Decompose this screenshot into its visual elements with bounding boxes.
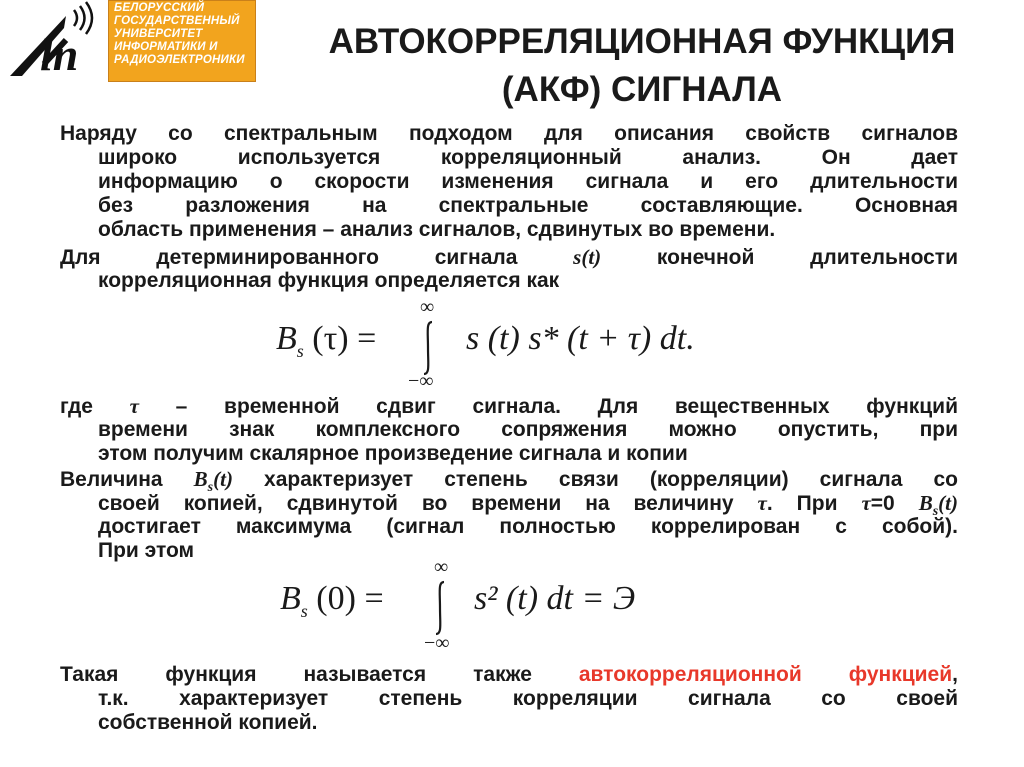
text-line [60, 467, 958, 496]
text-line: т.к. характеризует степень корреляции сигнала со своей [98, 687, 958, 710]
text-fragment: =0 [870, 492, 895, 515]
formula-argument: (0) = [316, 580, 384, 617]
formula-symbol: B [276, 320, 297, 357]
integral-sign-icon [418, 318, 438, 378]
text-fragment: Для детерминированного сигнала [60, 246, 518, 269]
text-line [60, 663, 958, 687]
university-logo [4, 0, 254, 82]
logo-line: УНИВЕРСИТЕТ [114, 28, 203, 40]
logo-mark-icon [4, 0, 114, 82]
text-line: собственной копией. [98, 711, 318, 734]
integral-upper-limit: ∞ [434, 556, 449, 578]
text-line: корреляционная функция определяется как [98, 269, 560, 292]
text-line: информацию о скорости изменения сигнала и его длительности [98, 170, 958, 193]
bs-symbol: $B_s(t)$ [193, 467, 233, 496]
text-fragment: конечной длительности [656, 246, 958, 269]
text-fragment: характеризует степень связи (корреляции) сигнала со [264, 468, 958, 491]
text-line: При этом [98, 539, 195, 562]
text-line: без разложения на спектральные составляющие. Основная [98, 194, 958, 217]
signal-symbol: s(t) [573, 245, 602, 269]
text-line: область применения – анализ сигналов, сдвинутых во времени. [98, 218, 776, 241]
text-fragment: Величина [60, 468, 163, 491]
text-fragment: . При [766, 492, 838, 515]
formula-argument: (τ) = [312, 320, 377, 357]
title-line-1: АВТОКОРРЕЛЯЦИОННАЯ ФУНКЦИЯ [328, 22, 956, 61]
tau-symbol: τ [861, 491, 871, 515]
logo-line: ИНФОРМАТИКИ И [114, 41, 218, 53]
text-fragment: Такая функция называется также [60, 663, 532, 686]
text-line: Наряду со спектральным подходом для описания свойств сигналов [60, 122, 958, 145]
paragraph-conclusion [60, 663, 958, 735]
text-fragment: , [952, 663, 958, 686]
bs-symbol: $B_s(t)$ [918, 491, 958, 520]
tau-symbol: τ [129, 394, 139, 418]
paragraph-definition [60, 245, 958, 293]
logo-letters: ln [40, 29, 79, 80]
text-line [60, 491, 958, 520]
formula-subscript: s [296, 340, 304, 361]
logo-line: ГОСУДАРСТВЕННЫЙ [114, 15, 240, 27]
text-line [60, 245, 958, 269]
formula-rhs: s² (t) dt = Э [474, 580, 636, 617]
integral-lower-limit: −∞ [408, 370, 434, 392]
title-line-2: (АКФ) СИГНАЛА [501, 70, 783, 109]
text-line: широко используется корреляционный анализ. Он дает [98, 146, 958, 169]
logo-text [114, 2, 254, 67]
paragraph-shift [60, 394, 958, 466]
paragraph-magnitude [60, 467, 958, 563]
text-line: достигает максимума (сигнал полностью коррелирован с собой). [98, 515, 958, 538]
highlighted-term: автокорреляционной функцией [578, 663, 953, 686]
integral-upper-limit: ∞ [420, 296, 435, 318]
slide-title [282, 18, 1002, 114]
tau-symbol: τ [757, 491, 767, 515]
integral-sign-icon [430, 578, 450, 638]
formula-rhs: s (t) s* (t + τ) dt. [466, 320, 695, 357]
text-line: этом получим скалярное произведение сигнала и копии [98, 442, 688, 465]
text-fragment: – временной сдвиг сигнала. Для вещественных функций [175, 395, 958, 418]
text-fragment: своей копией, сдвинутой во времени на величину [98, 492, 734, 515]
formula-lhs [280, 580, 384, 622]
formula-subscript: s [300, 600, 308, 621]
logo-line: РАДИОЭЛЕКТРОНИКИ [114, 54, 245, 66]
integral-lower-limit: −∞ [424, 632, 450, 654]
formula-lhs [276, 320, 376, 362]
paragraph-intro [60, 122, 958, 242]
text-line: времени знак комплексного сопряжения можно опустить, при [98, 418, 958, 441]
text-line [60, 394, 958, 418]
logo-line: БЕЛОРУССКИЙ [114, 2, 205, 14]
text-fragment: где [60, 395, 93, 418]
formula-symbol: B [280, 580, 301, 617]
